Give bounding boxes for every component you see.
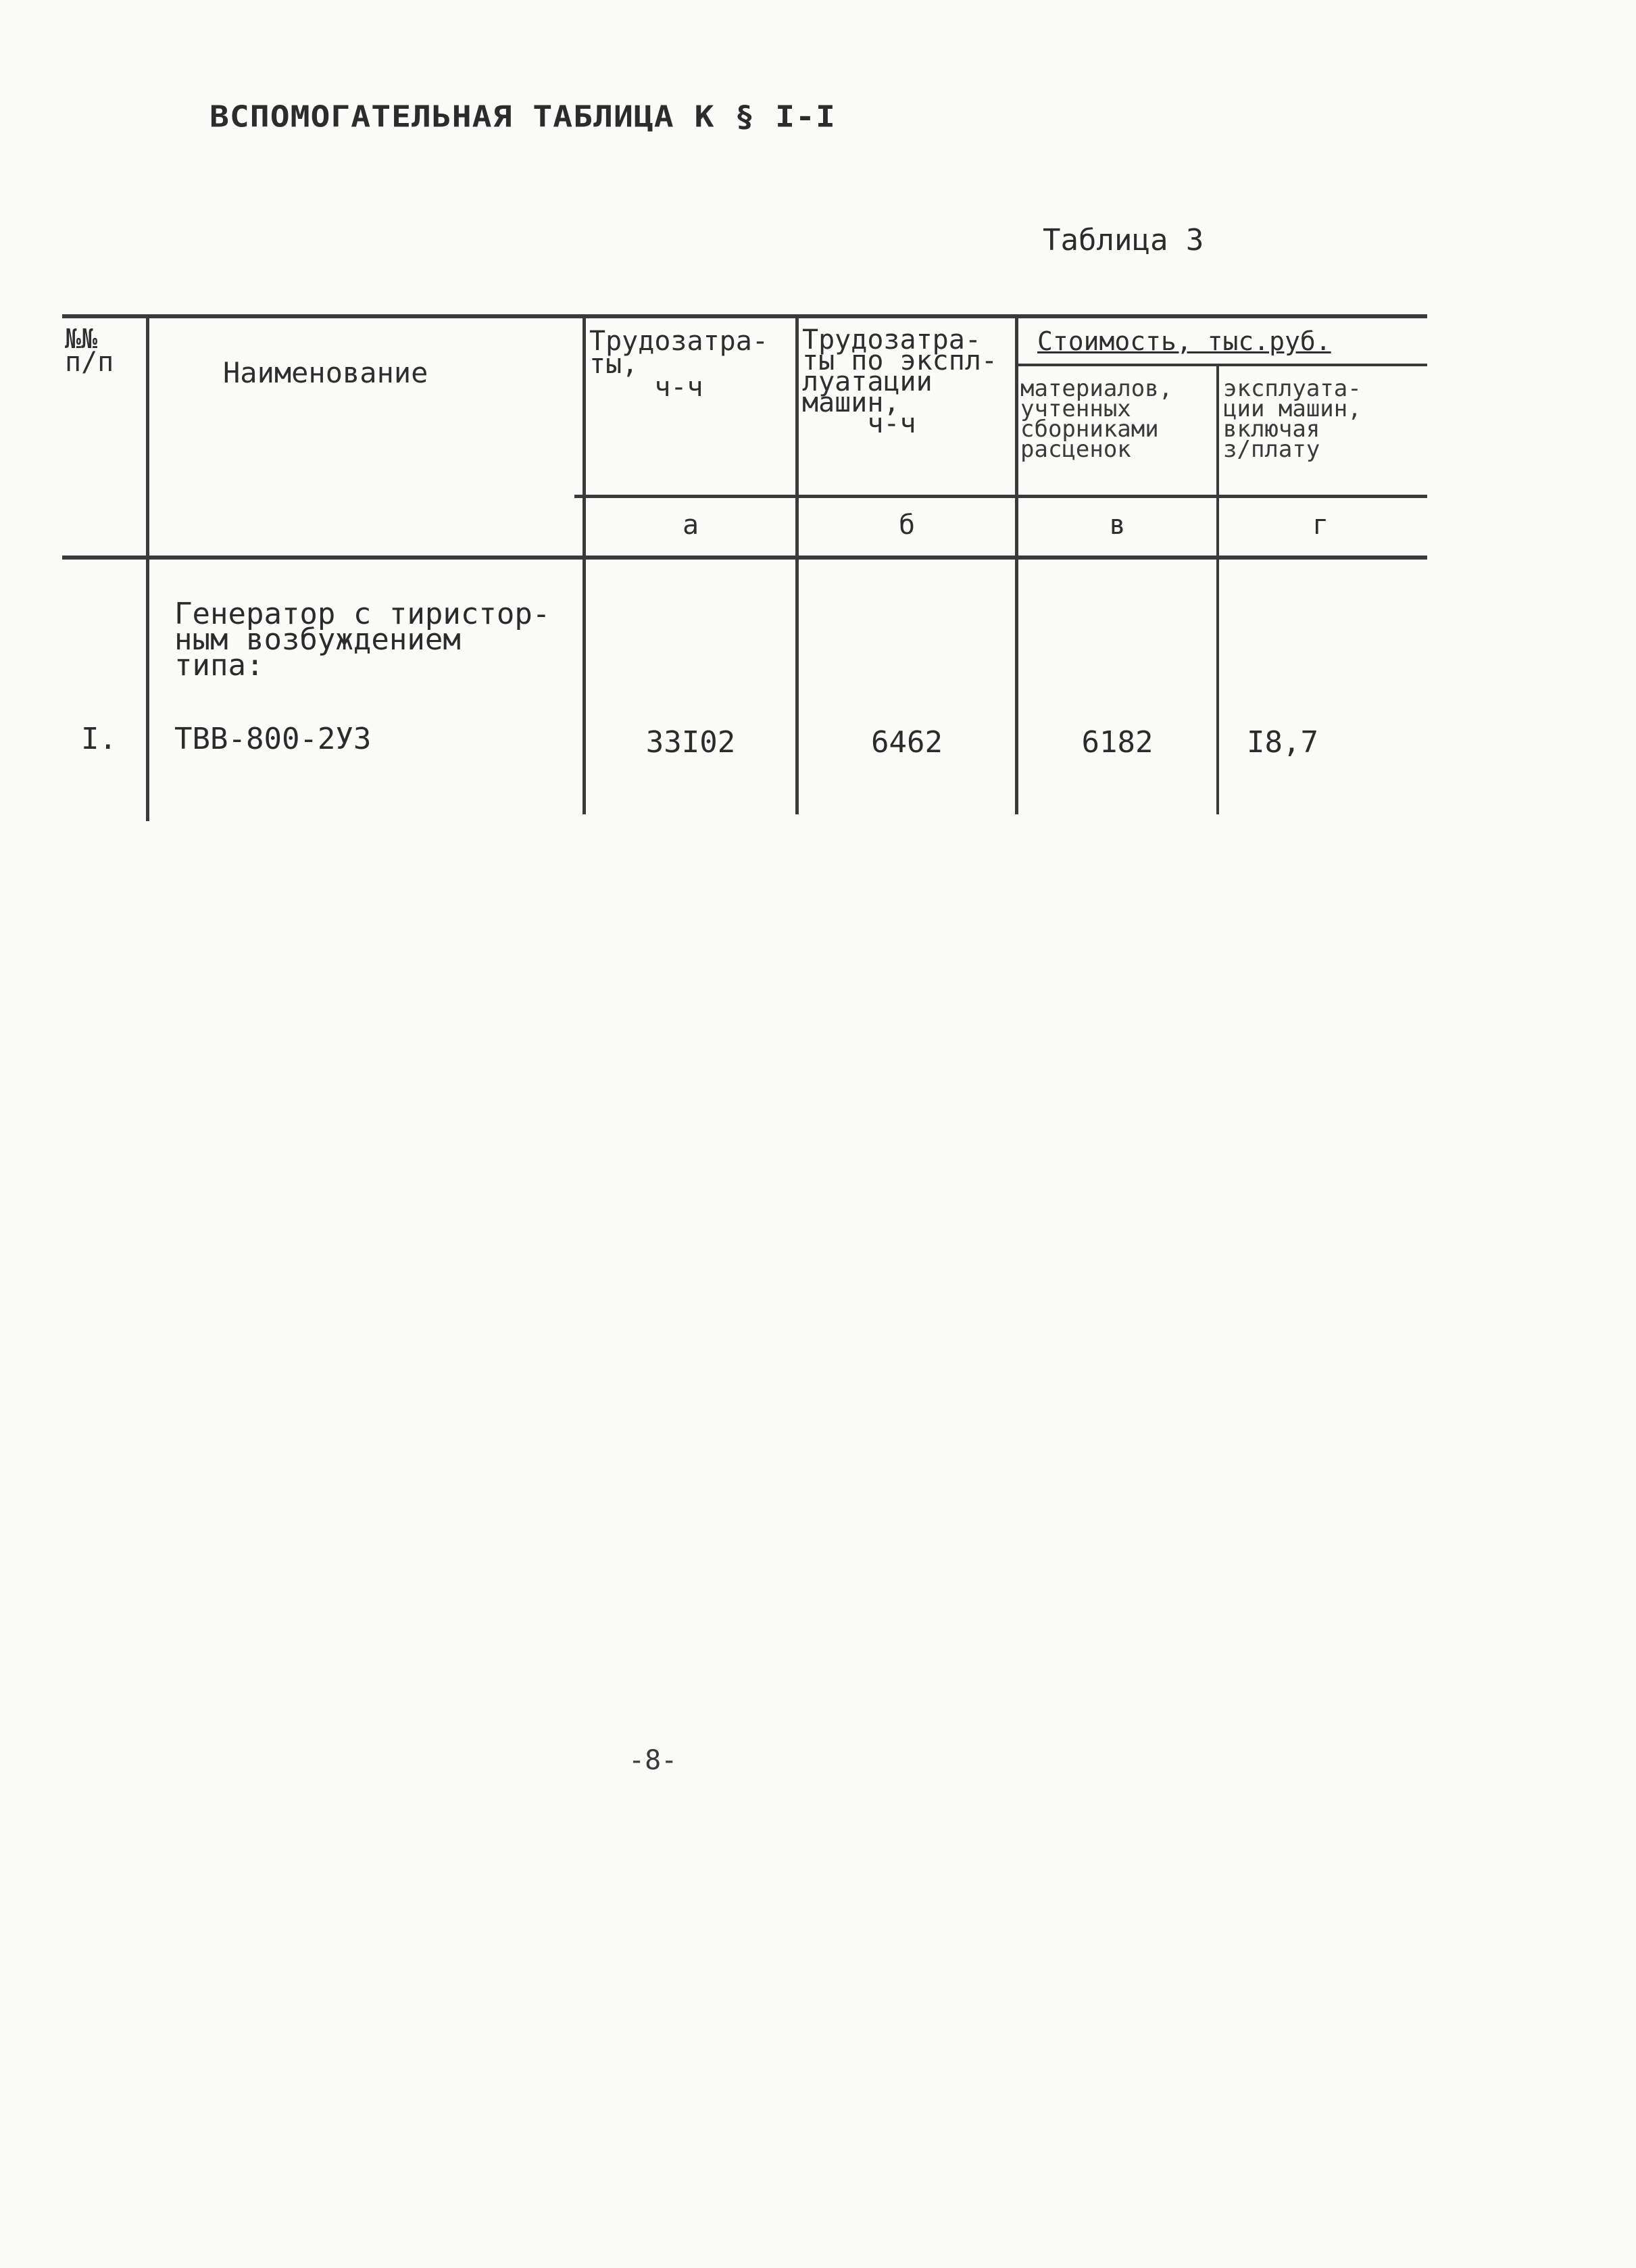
row-name: ТВВ-800-2УЗ <box>174 722 372 756</box>
group-title: Генератор с тиристор- ным возбуждением типа: <box>174 597 551 683</box>
header-bottom-rule <box>62 556 1427 560</box>
table-top-rule <box>62 314 1427 318</box>
row-labor: 33I02 <box>645 725 736 760</box>
page-number: -8- <box>628 1745 678 1776</box>
letter-g: г <box>1312 510 1329 541</box>
letter-v: в <box>1109 510 1126 541</box>
row-cost-materials: 6182 <box>1081 725 1154 760</box>
header-name: Наименование <box>223 356 428 389</box>
header-cost-group: Стоимость, тыс.руб. <box>1037 326 1331 356</box>
header-labor: Трудозатра- ты, ч-ч <box>589 326 768 403</box>
header-letter-rule <box>574 495 1427 498</box>
letter-a: а <box>682 510 699 541</box>
letter-b: б <box>898 510 916 541</box>
row-cost-operation: I8,7 <box>1247 725 1318 760</box>
header-labor-machines: Трудозатра- ты по экспл- луатации машин, ч-ч <box>802 324 997 439</box>
header-num: №№ п/п <box>65 324 114 378</box>
header-cost-operation: эксплуата- ции машин, включая з/плату <box>1223 375 1362 463</box>
row-labor-machines: 6462 <box>871 725 943 760</box>
col-divider-1 <box>146 314 149 821</box>
header-cost-materials: материалов, учтенных сборниками расценок <box>1020 375 1173 463</box>
row-num: I. <box>81 722 117 756</box>
col-divider-5 <box>1216 365 1219 814</box>
document-heading: ВСПОМОГАТЕЛЬНАЯ ТАБЛИЦА К § I-I <box>209 100 836 134</box>
table-label: Таблица 3 <box>1043 223 1204 257</box>
cost-group-rule <box>1017 364 1427 366</box>
